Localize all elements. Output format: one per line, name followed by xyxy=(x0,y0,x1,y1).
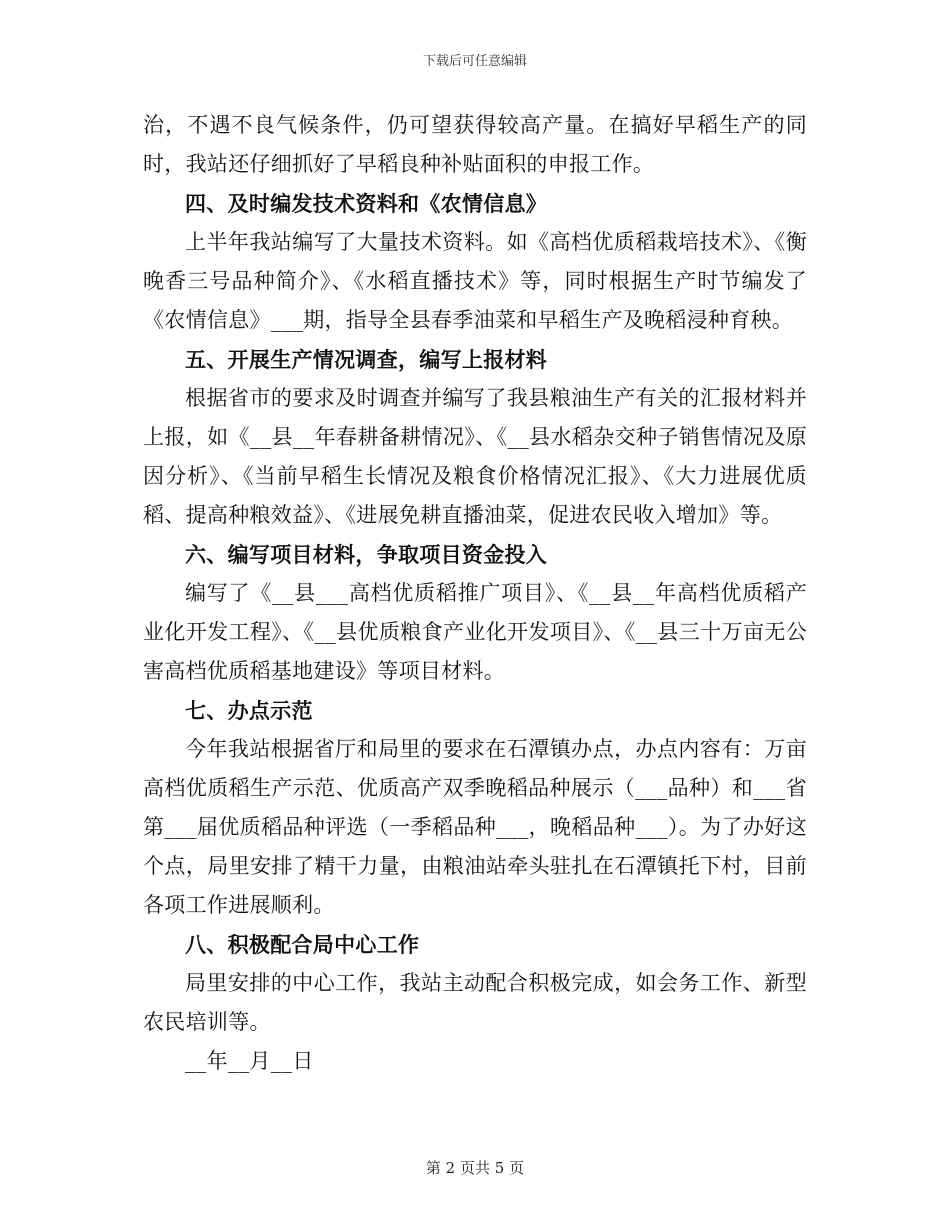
date-line: __年__月__日 xyxy=(185,1049,314,1073)
document-body xyxy=(143,106,807,1081)
paragraph: 治，不遇不良气候条件，仍可望获得较高产量。在搞好早稻生产的同时，我站还仔细抓好了早稻良种补贴面积的申报工作。 xyxy=(143,113,807,176)
paragraph: 编写了《__县___高档优质稻推广项目》、《__县__年高档优质稻产业化开发工程》、《__县优质粮食产业化开发项目》、《__县三十万亩无公害高档优质稻基地建设》等项目材料。 xyxy=(143,581,807,683)
paragraph: 局里安排的中心工作，我站主动配合积极完成，如会务工作、新型农民培训等。 xyxy=(143,971,807,1034)
paragraph: 根据省市的要求及时调查并编写了我县粮油生产有关的汇报材料并上报，如《__县__年春耕备耕情况》、《__县水稻杂交种子销售情况及原因分析》、《当前早稻生长情况及粮食价格情况汇报》、《大力进展优质稻、提高种粮效益》、《进展免耕直播油菜，促进农民收入增加》等。 xyxy=(143,386,807,527)
page-number: 第 2 页共 5 页 xyxy=(425,1159,525,1177)
section-heading: 五、开展生产情况调查，编写上报材料 xyxy=(185,347,548,372)
page-header: 下载后可任意编辑 xyxy=(422,54,527,69)
section-heading: 四、及时编发技术资料和《农情信息》 xyxy=(185,191,548,216)
section-heading: 六、编写项目材料，争取项目资金投入 xyxy=(185,542,548,567)
paragraph: 上半年我站编写了大量技术资料。如《高档优质稻栽培技术》、《衡晚香三号品种简介》、《水稻直播技术》等，同时根据生产时节编发了《农情信息》___期，指导全县春季油菜和早稻生产及晚稻浸种育秧。 xyxy=(143,230,807,332)
section-heading: 八、积极配合局中心工作 xyxy=(185,932,420,957)
section-heading: 七、办点示范 xyxy=(185,698,313,723)
paragraph: 今年我站根据省厅和局里的要求在石潭镇办点，办点内容有：万亩高档优质稻生产示范、优质高产双季晚稻品种展示（___品种）和___省第___届优质稻品种评选（一季稻品种___，晚稻品种___）。为了办好这个点，局里安排了精干力量，由粮油站牵头驻扎在石潭镇托下村，目前各项工作进展顺利。 xyxy=(143,737,807,917)
